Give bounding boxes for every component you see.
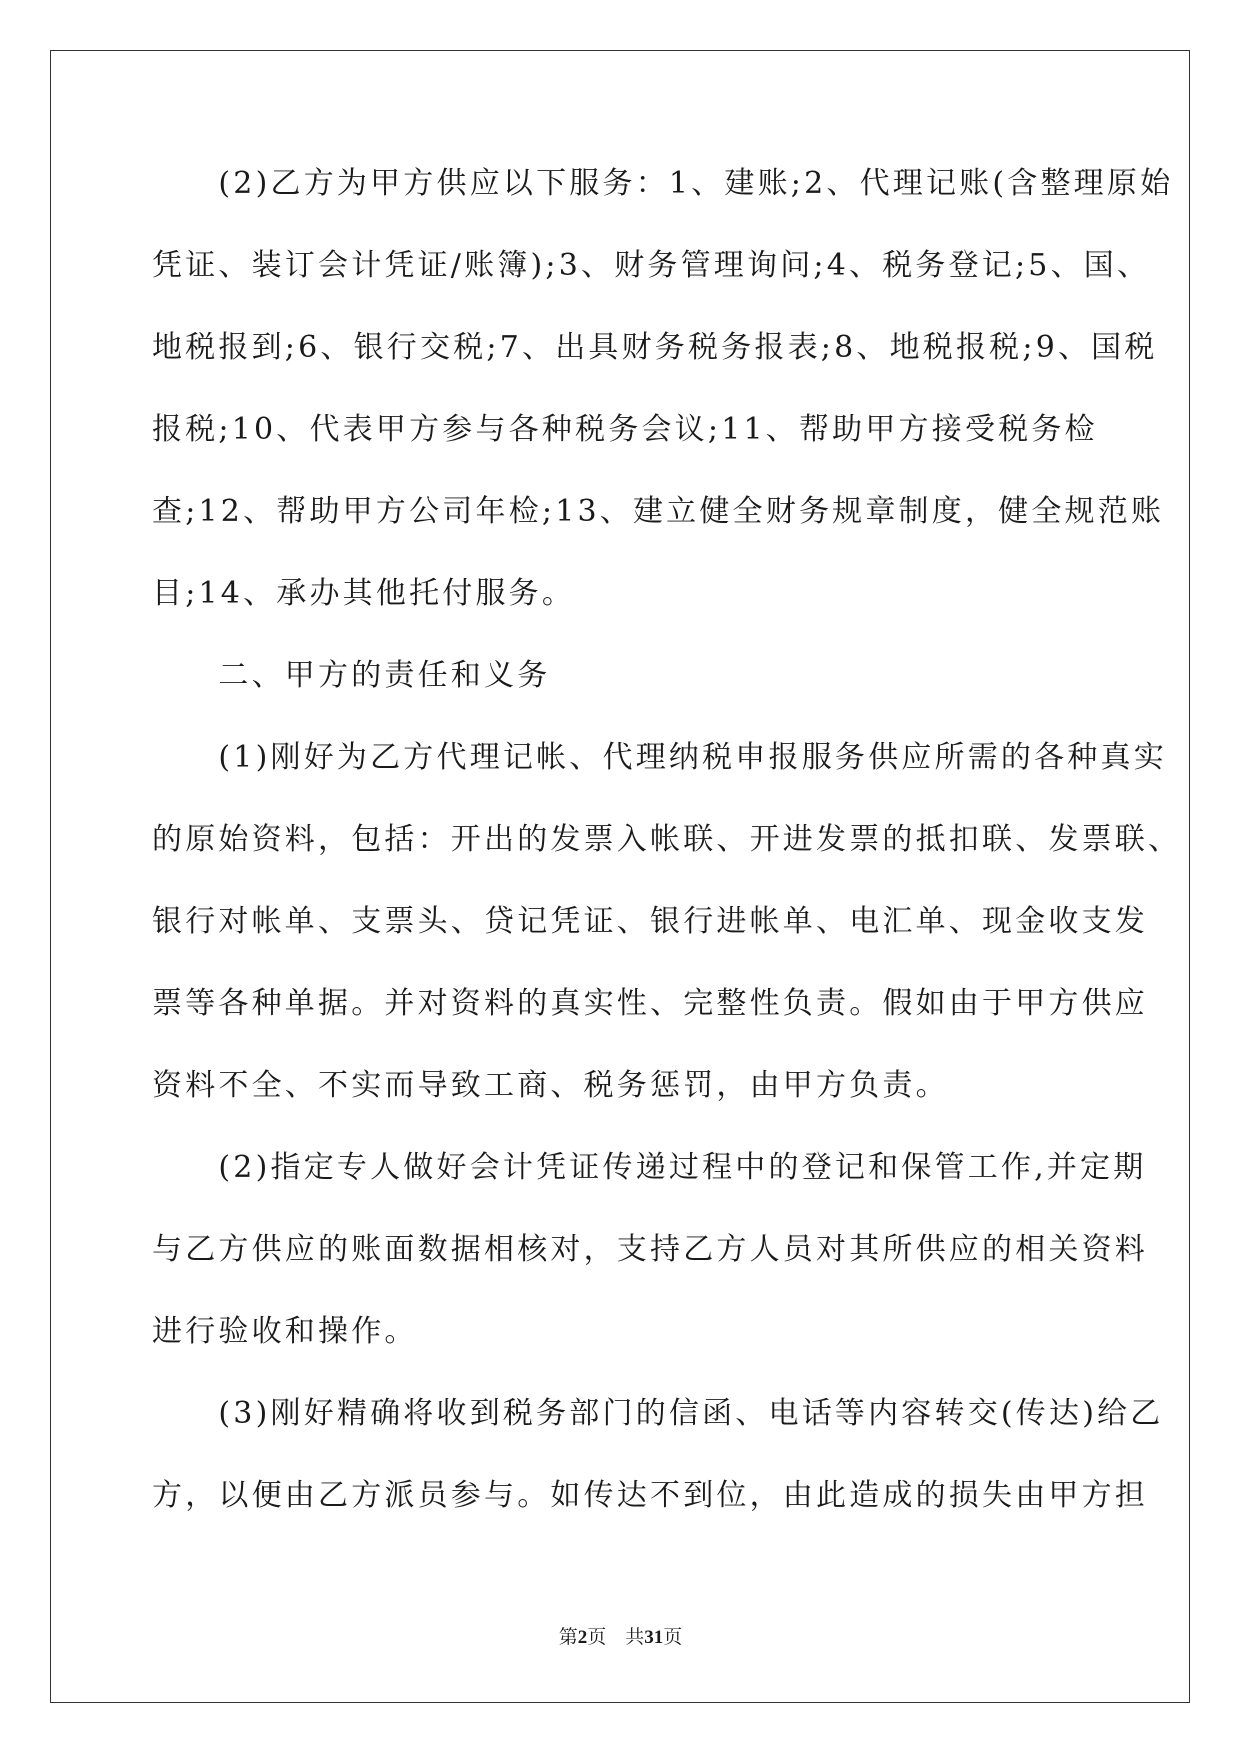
text-line: 凭证、装订会计凭证/账簿);3、财务管理询问;4、税务登记;5、国、 <box>152 248 1151 283</box>
page-mid: 页 共 <box>587 1626 645 1648</box>
page-suffix: 页 <box>663 1626 683 1648</box>
text-line: 查;12、帮助甲方公司年检;13、建立健全财务规章制度，健全规范账 <box>152 494 1165 529</box>
text-line: (2)指定专人做好会计凭证传递过程中的登记和保管工作,并定期 <box>152 1150 1147 1185</box>
page-footer <box>0 1624 1241 1651</box>
text-line: (2)乙方为甲方供应以下服务：1、建账;2、代理记账(含整理原始 <box>152 166 1174 201</box>
page-number: 2 <box>577 1627 588 1648</box>
text-line: 资料不全、不实而导致工商、税务惩罚，由甲方负责。 <box>152 1068 949 1103</box>
text-line: 地税报到;6、银行交税;7、出具财务税务报表;8、地税报税;9、国税 <box>152 330 1158 365</box>
text-line: 进行验收和操作。 <box>152 1314 418 1349</box>
text-line: 的原始资料，包括：开出的发票入帐联、开进发票的抵扣联、发票联、 <box>152 822 1182 857</box>
text-line: (3)刚好精确将收到税务部门的信函、电话等内容转交(传达)给乙 <box>152 1396 1164 1431</box>
text-line: 票等各种单据。并对资料的真实性、完整性负责。假如由于甲方供应 <box>152 986 1148 1021</box>
text-line: 与乙方供应的账面数据相核对，支持乙方人员对其所供应的相关资料 <box>152 1232 1148 1267</box>
text-line: 方，以便由乙方派员参与。如传达不到位，由此造成的损失由甲方担 <box>152 1478 1148 1513</box>
text-line: 报税;10、代表甲方参与各种税务会议;11、帮助甲方接受税务检 <box>152 412 1098 447</box>
page-total: 31 <box>644 1627 664 1648</box>
text-line: 银行对帐单、支票头、贷记凭证、银行进帐单、电汇单、现金收支发 <box>152 904 1148 939</box>
page-prefix: 第 <box>558 1626 578 1648</box>
document-body <box>152 158 1182 1552</box>
text-line: (1)刚好为乙方代理记帐、代理纳税申报服务供应所需的各种真实 <box>152 740 1167 775</box>
section-heading: 二、甲方的责任和义务 <box>152 658 551 693</box>
text-line: 目;14、承办其他托付服务。 <box>152 576 576 611</box>
